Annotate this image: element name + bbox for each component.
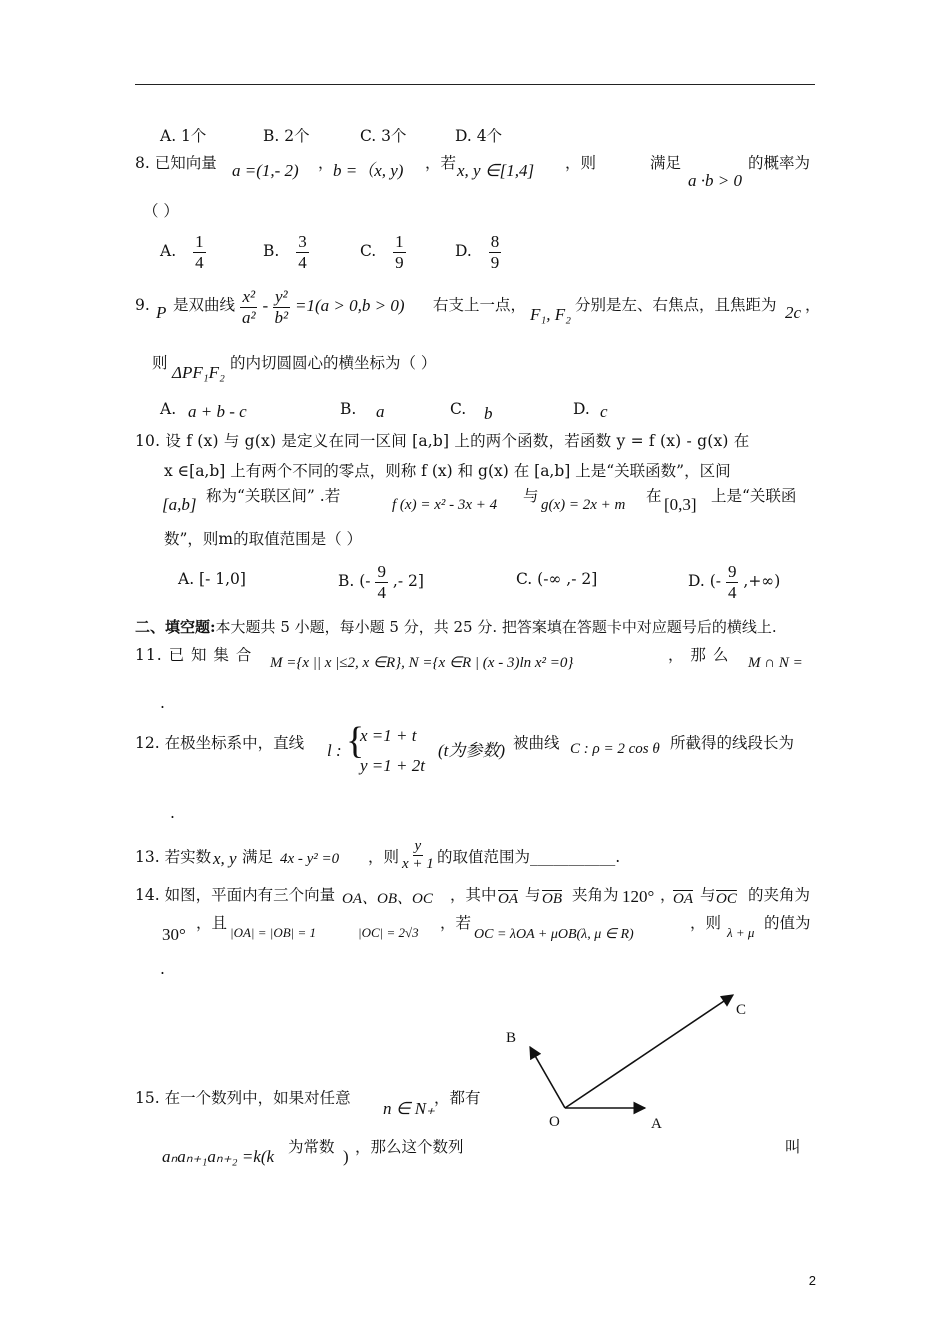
q14-text-2d: 的值为 bbox=[764, 914, 811, 932]
q13-xy: x, y bbox=[213, 849, 237, 868]
vector-ob bbox=[530, 1047, 565, 1108]
q8-option-a-label: A. bbox=[160, 242, 177, 261]
q14-blank-dot: . bbox=[160, 960, 165, 978]
q13-text-1: 满足 bbox=[242, 848, 274, 866]
section-2-title: 二、填空题: bbox=[135, 618, 216, 636]
q14-oa-2: $\overline{OA}$ bbox=[673, 891, 693, 907]
q8-option-b-fraction bbox=[296, 232, 309, 272]
q8-option-b bbox=[263, 232, 309, 272]
q7-option-c: C. 3个 bbox=[360, 127, 407, 145]
q11-expression: M ∩ N = bbox=[748, 655, 803, 671]
label-c: C bbox=[736, 1002, 747, 1018]
vector-oc bbox=[565, 995, 733, 1108]
q10-line-1: 10. 设 f (x) 与 g(x) 是定义在同一区间 [a,b] 上的两个函数，若函数 y = f (x) - g(x) 在 bbox=[135, 432, 750, 450]
q14-text-2c: ，则 bbox=[690, 914, 722, 932]
q10-line-3f: 在 bbox=[646, 487, 662, 505]
q10-option-d-post: ,+∞) bbox=[743, 572, 781, 591]
q9-option-d-value: c bbox=[600, 402, 608, 421]
q8-option-d-fraction bbox=[489, 232, 502, 272]
q15-text-3: ) bbox=[343, 1147, 349, 1166]
q9-option-a-value: a + b - c bbox=[188, 402, 247, 421]
q14-text-1d: ， bbox=[660, 886, 676, 904]
section-2-header bbox=[135, 620, 777, 635]
q9-text-3b: ， bbox=[805, 296, 821, 314]
q14-ob: $\overline{OB}$ bbox=[542, 891, 562, 907]
label-b: B bbox=[506, 1030, 517, 1046]
q8-stem-d: 满足 bbox=[650, 154, 682, 172]
q9-focal-distance: 2c bbox=[785, 303, 802, 322]
q8-sep: ， bbox=[318, 154, 334, 172]
q7-option-a: A. 1个 bbox=[160, 127, 207, 145]
q13-equation: 4x - y² =0 bbox=[280, 851, 340, 867]
q8-option-c-num: 1 bbox=[395, 232, 404, 251]
q14-yu-1: 与 bbox=[525, 886, 541, 904]
q12-curve: C : ρ = 2 cos θ bbox=[570, 741, 660, 757]
q8-vector-b: b =（x, y) bbox=[333, 161, 404, 180]
q10-interval: [a,b] bbox=[162, 495, 197, 514]
q8-option-a bbox=[160, 232, 206, 272]
vector-diagram bbox=[495, 985, 765, 1135]
q8-option-a-fraction bbox=[193, 232, 206, 272]
q13-text-2: ，则 bbox=[368, 848, 400, 866]
q10-option-d bbox=[688, 562, 780, 602]
q9-text-4: 则 bbox=[152, 354, 168, 372]
q9-foci: F₁, F₂ bbox=[530, 305, 572, 324]
q15-text-4: ，那么这个数列 bbox=[355, 1138, 464, 1156]
q9-option-b-value: a bbox=[376, 402, 385, 421]
q10-option-b-post: ,- 2] bbox=[392, 572, 424, 591]
q14-yu-2: 与 bbox=[700, 886, 716, 904]
q8-option-d-num: 8 bbox=[490, 232, 500, 251]
q10-line-4: 数”，则m的取值范围是（ ） bbox=[164, 530, 363, 548]
q12-blank-dot: . bbox=[170, 804, 175, 822]
q12-equation-2: y =1 + 2t bbox=[360, 756, 425, 775]
q10-option-b-num: 9 bbox=[377, 562, 386, 581]
q10-interval-03: [0,3] bbox=[664, 495, 697, 514]
q10-option-c: C. (-∞ ,- 2] bbox=[516, 570, 598, 588]
q8-option-b-den: 4 bbox=[298, 252, 307, 272]
q13-fraction bbox=[400, 838, 436, 874]
q14-text-1a: 14. 如图，平面内有三个向量 bbox=[135, 886, 336, 904]
q14-text-2b: ，若 bbox=[440, 914, 472, 932]
q9-option-c-value: b bbox=[484, 404, 493, 423]
q15-text-2: 为常数 bbox=[288, 1138, 335, 1156]
q12-stem: 12. 在极坐标系中，直线 bbox=[135, 734, 305, 752]
q15-text-5: 叫 bbox=[785, 1138, 801, 1156]
q13-text-3: 的取值范围为___________. bbox=[437, 848, 621, 866]
q12-text-2: 被曲线 bbox=[513, 734, 560, 752]
q8-option-d-label: D. bbox=[455, 242, 472, 261]
label-o: O bbox=[549, 1114, 560, 1130]
q9-triangle: ΔPF₁F₂ bbox=[172, 363, 225, 382]
q9-text-3: 分别是左、右焦点，且焦距为 bbox=[575, 296, 777, 314]
q7-option-d: D. 4个 bbox=[455, 127, 503, 145]
q8-answer-paren: （ ） bbox=[143, 202, 179, 220]
q14-oa: $\overline{OA}$ bbox=[498, 891, 518, 907]
q11-stem: 11. 已 知 集 合 bbox=[135, 646, 253, 664]
q14-norms: |OA| = |OB| = 1 bbox=[230, 925, 316, 940]
q10-option-a: A. [- 1,0] bbox=[178, 570, 246, 588]
q14-norm-oc: |OC| = 2√3 bbox=[358, 925, 419, 940]
q9-point-p: P bbox=[156, 303, 167, 322]
q9-number: 9. bbox=[135, 296, 150, 314]
q12-parameter: (t为参数) bbox=[438, 741, 506, 760]
q14-oc: $\overline{OC}$ bbox=[716, 891, 737, 907]
q11-tail: ， 那 么 bbox=[668, 646, 730, 664]
q10-option-d-num: 9 bbox=[727, 562, 737, 581]
q10-option-b-fraction bbox=[375, 562, 388, 602]
q13-denominator: x + 1 bbox=[402, 856, 434, 873]
q10-option-b-pre: B. (- bbox=[338, 572, 371, 591]
q14-angle-30: 30° bbox=[162, 925, 186, 944]
q8-option-a-num: 1 bbox=[195, 232, 204, 251]
q15-text-1: ，都有 bbox=[434, 1089, 481, 1107]
q10-line-2: x ∈[a,b] 上有两个不同的零点，则称 f (x) 和 g(x) 在 [a,b] 上是“关联函数”，区间 bbox=[164, 462, 731, 480]
q15-stem: 15. 在一个数列中，如果对任意 bbox=[135, 1089, 351, 1107]
q8-option-b-num: 3 bbox=[298, 232, 307, 251]
q14-lambda-mu: λ + μ bbox=[727, 925, 755, 940]
q12-equation-1: x =1 + t bbox=[360, 726, 417, 745]
q9-text-5: 的内切圆圆心的横坐标为（ ） bbox=[230, 354, 437, 372]
q12-text-3: 所截得的线段长为 bbox=[670, 734, 795, 752]
header-rule bbox=[135, 84, 815, 85]
page-number: 2 bbox=[808, 1273, 816, 1288]
q14-vectors: OA、OB、OC bbox=[342, 891, 433, 907]
q8-stem-a: 8. 已知向量 bbox=[135, 154, 217, 172]
q14-angle-120: 120° bbox=[622, 887, 655, 906]
q14-text-1b: ，其中 bbox=[450, 886, 497, 904]
q10-option-d-fraction bbox=[726, 562, 739, 602]
q9-frac-x: $\frac{\text{x²}}{\text{a²}}$ bbox=[242, 287, 256, 327]
q7-option-b: B. 2个 bbox=[263, 127, 310, 145]
q9-option-b-label: B. bbox=[340, 400, 357, 418]
q14-text-1e: 的夹角为 bbox=[748, 886, 811, 904]
q10-option-b-den: 4 bbox=[377, 582, 386, 602]
q14-combination: OC = λOA + μOB(λ, μ ∈ R) bbox=[474, 927, 634, 942]
q10-line-3d: 与 bbox=[523, 487, 539, 505]
q14-text-2a: ，且 bbox=[196, 914, 228, 932]
q8-option-c bbox=[360, 232, 406, 272]
q8-option-c-fraction bbox=[393, 232, 406, 272]
q10-option-d-pre: D. (- bbox=[688, 572, 722, 591]
q10-option-b bbox=[338, 562, 424, 602]
q10-line-3b: 称为“关联区间” .若 bbox=[206, 487, 341, 505]
q10-function-g: g(x) = 2x + m bbox=[541, 497, 626, 513]
q12-brace: { bbox=[346, 720, 365, 762]
q15-equation: aₙaₙ₊₁aₙ₊₂ =k(k bbox=[162, 1147, 275, 1166]
q9-option-c-label: C. bbox=[450, 400, 467, 418]
label-a: A bbox=[651, 1116, 662, 1132]
q11-blank-dot: . bbox=[160, 694, 165, 712]
q13-numerator: y bbox=[413, 838, 424, 856]
q8-option-d-den: 9 bbox=[490, 252, 500, 272]
q15-condition: n ∈ N₊ bbox=[383, 1099, 436, 1118]
q9-equation-rest: =1(a > 0,b > 0) bbox=[295, 296, 405, 316]
q8-option-b-label: B. bbox=[263, 242, 280, 261]
q8-stem-c: ，则 bbox=[565, 154, 597, 172]
q10-function-f: f (x) = x² - 3x + 4 bbox=[392, 497, 498, 513]
q9-text-2: 右支上一点， bbox=[433, 296, 527, 314]
q9-option-a-label: A. bbox=[160, 400, 177, 418]
q8-inequality: a ·b > 0 bbox=[688, 171, 742, 190]
q9-option-d-label: D. bbox=[573, 400, 590, 418]
q10-option-d-den: 4 bbox=[727, 582, 737, 602]
q8-option-c-label: C. bbox=[360, 242, 377, 261]
q11-sets: M ={x || x |≤2, x ∈R}, N ={x ∈R | (x - 3)ln x² =0} bbox=[270, 655, 574, 671]
q13-stem: 13. 若实数 bbox=[135, 848, 212, 866]
q10-line-3h: 上是“关联函 bbox=[711, 487, 797, 505]
q9-frac-y: $\frac{\text{y²}}{\text{b²}}$ bbox=[274, 287, 289, 327]
q8-condition: x, y ∈[1,4] bbox=[457, 161, 535, 180]
q8-option-a-den: 4 bbox=[195, 252, 204, 272]
q9-text-1: 是双曲线 bbox=[173, 296, 236, 314]
q12-line-l: l : bbox=[327, 741, 342, 760]
q8-option-d bbox=[455, 232, 501, 272]
q8-option-c-den: 9 bbox=[395, 252, 404, 272]
section-2-text: 本大题共 5 小题，每小题 5 分，共 25 分. 把答案填在答题卡中对应题号后的横线上. bbox=[215, 618, 777, 636]
q8-vector-a: a =(1,- 2) bbox=[232, 161, 299, 180]
q9-hyperbola: $\frac{\text{x²}}{\text{a²}}$ - $\frac{\text{y²}}{\text{b²}}$ =1(a > 0,b > 0) bbox=[242, 287, 405, 327]
q8-stem-b: ，若 bbox=[425, 154, 457, 172]
q14-text-1c: 夹角为 bbox=[572, 886, 619, 904]
q8-stem-e: 的概率为 bbox=[748, 154, 811, 172]
